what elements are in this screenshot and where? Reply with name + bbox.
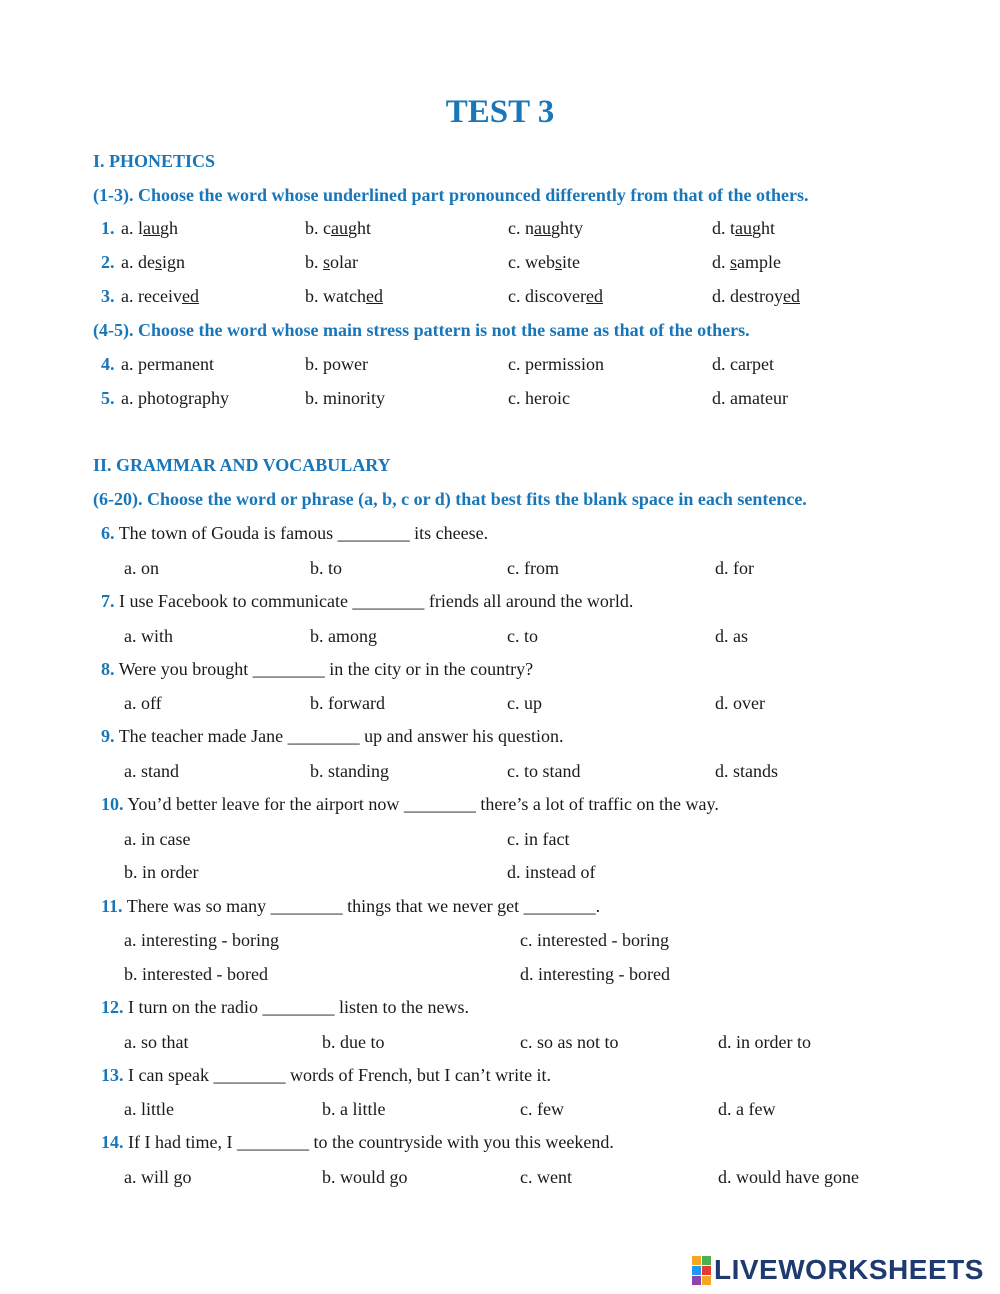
underlined-part: ed xyxy=(783,286,800,306)
answer-option[interactable]: d. a few xyxy=(718,1099,776,1119)
question-text xyxy=(101,792,719,816)
option-text: a. de xyxy=(121,252,155,272)
question-row xyxy=(0,657,1000,681)
answer-option[interactable]: d. would have gone xyxy=(718,1167,859,1187)
answer-option[interactable]: d. amateur xyxy=(712,388,788,408)
question-number: 12. xyxy=(101,997,124,1017)
answer-option[interactable]: a. stand xyxy=(124,761,179,781)
question-row xyxy=(0,995,1000,1019)
option-text: c. discover xyxy=(508,286,586,306)
underlined-part: ed xyxy=(365,286,383,306)
options-row xyxy=(0,691,1000,715)
question-row xyxy=(0,1130,1000,1154)
options-row xyxy=(0,1097,1000,1121)
option-text: b. xyxy=(305,252,323,272)
answer-option[interactable]: b. minority xyxy=(305,388,385,408)
answer-option[interactable]: c. few xyxy=(520,1099,564,1119)
options-row xyxy=(0,860,1000,884)
question-sentence: The town of Gouda is famous ________ its cheese. xyxy=(118,523,489,543)
question-text xyxy=(101,1063,551,1087)
options-row xyxy=(0,624,1000,648)
answer-option[interactable] xyxy=(121,284,199,308)
options-row xyxy=(0,928,1000,952)
answer-option[interactable]: b. would go xyxy=(322,1167,408,1187)
options-row xyxy=(0,1030,1000,1054)
liveworksheets-logo-text: LIVEWORKSHEETS xyxy=(714,1254,984,1285)
option-text: ite xyxy=(562,252,580,272)
answer-option[interactable] xyxy=(305,216,371,240)
answer-option[interactable]: c. permission xyxy=(508,354,604,374)
answer-option[interactable]: b. in order xyxy=(124,862,199,882)
answer-option[interactable] xyxy=(712,216,775,240)
question-text xyxy=(101,657,533,681)
answer-option[interactable]: c. heroic xyxy=(508,388,570,408)
question-number: 9. xyxy=(101,726,115,746)
answer-option[interactable] xyxy=(305,250,358,274)
options-row xyxy=(0,827,1000,851)
answer-option[interactable] xyxy=(121,250,185,274)
answer-option[interactable]: c. to xyxy=(507,626,538,646)
page-title: TEST 3 xyxy=(445,94,555,130)
answer-option[interactable]: c. to stand xyxy=(507,761,581,781)
answer-option[interactable]: a. so that xyxy=(124,1032,189,1052)
underlined-part: ed xyxy=(585,286,603,306)
option-text: d. destroy xyxy=(712,286,783,306)
answer-option[interactable]: b. a little xyxy=(322,1099,386,1119)
underlined-part: au xyxy=(735,218,753,238)
answer-option[interactable]: a. photography xyxy=(121,388,229,408)
answer-option[interactable]: c. interested - boring xyxy=(520,930,669,950)
answer-option[interactable] xyxy=(305,284,383,308)
question-number: 8. xyxy=(101,659,115,679)
question-row xyxy=(0,521,1000,545)
answer-option[interactable]: d. over xyxy=(715,693,765,713)
question-number: 11. xyxy=(101,896,123,916)
instruction-1-3: (1-3). Choose the word whose underlined part pronounced differently from that of the others. xyxy=(93,185,809,205)
liveworksheets-logo-icon xyxy=(692,1256,711,1285)
underlined-part: s xyxy=(154,252,162,272)
question-number: 3. xyxy=(101,286,115,306)
answer-option[interactable]: a. little xyxy=(124,1099,174,1119)
question-number: 7. xyxy=(101,591,115,611)
question-text xyxy=(101,1130,614,1154)
option-text: c. n xyxy=(508,218,534,238)
answer-option[interactable]: a. will go xyxy=(124,1167,192,1187)
question-number: 1. xyxy=(101,218,115,238)
option-text: a. receiv xyxy=(121,286,182,306)
answer-option[interactable]: a. on xyxy=(124,558,159,578)
instruction-4-5: (4-5). Choose the word whose main stress pattern is not the same as that of the others. xyxy=(93,320,750,340)
answer-option[interactable]: c. from xyxy=(507,558,559,578)
option-text: ghty xyxy=(551,218,584,238)
option-text: olar xyxy=(330,252,358,272)
options-row xyxy=(0,1165,1000,1189)
question-sentence: If I had time, I ________ to the countryside with you this weekend. xyxy=(128,1132,614,1152)
answer-option[interactable]: c. went xyxy=(520,1167,572,1187)
underlined-part: s xyxy=(730,252,738,272)
answer-option[interactable]: d. in order to xyxy=(718,1032,811,1052)
answer-option[interactable]: a. in case xyxy=(124,829,191,849)
answer-option[interactable] xyxy=(508,250,580,274)
question-number: 14. xyxy=(101,1132,124,1152)
underlined-part: s xyxy=(554,252,562,272)
question-number: 5. xyxy=(101,388,115,408)
answer-option[interactable]: c. up xyxy=(507,693,542,713)
option-text: ign xyxy=(162,252,186,272)
answer-option[interactable] xyxy=(712,250,781,274)
answer-option[interactable]: c. so as not to xyxy=(520,1032,619,1052)
option-text: b. c xyxy=(305,218,331,238)
answer-option[interactable]: b. standing xyxy=(310,761,389,781)
question-row xyxy=(0,589,1000,613)
question-row xyxy=(0,352,1000,376)
option-text: b. watch xyxy=(305,286,366,306)
section-heading-grammar: II. GRAMMAR AND VOCABULARY xyxy=(93,455,391,475)
section-heading-phonetics: I. PHONETICS xyxy=(93,151,216,171)
answer-option[interactable]: d. interesting - bored xyxy=(520,964,670,984)
option-text: ample xyxy=(737,252,781,272)
question-sentence: I use Facebook to communicate ________ friends all around the world. xyxy=(119,591,634,611)
question-row xyxy=(0,1063,1000,1087)
answer-option[interactable]: d. instead of xyxy=(507,862,596,882)
answer-option[interactable] xyxy=(508,216,583,240)
question-row xyxy=(0,250,1000,274)
answer-option[interactable]: b. interested - bored xyxy=(124,964,268,984)
question-text xyxy=(101,894,600,918)
answer-option[interactable]: a. off xyxy=(124,693,162,713)
question-sentence: The teacher made Jane ________ up and answer his question. xyxy=(118,726,564,746)
underlined-part: au xyxy=(143,218,160,238)
question-row xyxy=(0,216,1000,240)
answer-option[interactable]: d. for xyxy=(715,558,754,578)
question-number: 6. xyxy=(101,523,115,543)
question-row xyxy=(0,894,1000,918)
option-text: gh xyxy=(160,218,178,238)
underlined-part: au xyxy=(534,218,551,238)
answer-option[interactable]: b. among xyxy=(310,626,377,646)
question-row xyxy=(0,284,1000,308)
underlined-part: au xyxy=(331,218,348,238)
option-text: ght xyxy=(752,218,776,238)
question-row xyxy=(0,724,1000,748)
options-row xyxy=(0,759,1000,783)
answer-option[interactable]: b. to xyxy=(310,558,343,578)
option-text: c. web xyxy=(508,252,555,272)
answer-option[interactable]: a. interesting - boring xyxy=(124,930,279,950)
option-text: d. t xyxy=(712,218,736,238)
answer-option[interactable] xyxy=(121,216,178,240)
answer-option[interactable]: a. with xyxy=(124,626,173,646)
answer-option[interactable]: b. due to xyxy=(322,1032,385,1052)
answer-option[interactable]: c. in fact xyxy=(507,829,570,849)
question-number: 4. xyxy=(101,354,115,374)
option-text: d. xyxy=(712,252,730,272)
question-text xyxy=(101,589,633,613)
question-text xyxy=(101,995,469,1019)
options-row xyxy=(0,556,1000,580)
question-sentence: I turn on the radio ________ listen to the news. xyxy=(128,997,469,1017)
answer-option[interactable] xyxy=(508,284,603,308)
answer-option[interactable]: a. permanent xyxy=(121,354,214,374)
question-number: 13. xyxy=(101,1065,124,1085)
question-sentence: I can speak ________ words of French, but I can’t write it. xyxy=(128,1065,552,1085)
option-text: ght xyxy=(348,218,372,238)
answer-option[interactable]: b. forward xyxy=(310,693,385,713)
question-sentence: You’d better leave for the airport now ________ there’s a lot of traffic on the way. xyxy=(127,794,719,814)
question-text xyxy=(101,724,564,748)
answer-option[interactable]: d. as xyxy=(715,626,748,646)
answer-option[interactable]: d. stands xyxy=(715,761,778,781)
question-number: 2. xyxy=(101,252,115,272)
underlined-part: s xyxy=(323,252,331,272)
question-number: 10. xyxy=(101,794,124,814)
question-row xyxy=(0,386,1000,410)
answer-option[interactable] xyxy=(712,284,800,308)
options-row xyxy=(0,962,1000,986)
option-text: a. l xyxy=(121,218,143,238)
answer-option[interactable]: d. carpet xyxy=(712,354,774,374)
instruction-6-20: (6-20). Choose the word or phrase (a, b, c or d) that best fits the blank space in each sentence. xyxy=(93,489,807,509)
underlined-part: ed xyxy=(181,286,199,306)
liveworksheets-logo xyxy=(692,1255,984,1285)
question-row xyxy=(0,792,1000,816)
question-text xyxy=(101,521,488,545)
question-sentence: There was so many ________ things that we never get ________. xyxy=(126,896,601,916)
answer-option[interactable]: b. power xyxy=(305,354,368,374)
question-sentence: Were you brought ________ in the city or in the country? xyxy=(118,659,534,679)
